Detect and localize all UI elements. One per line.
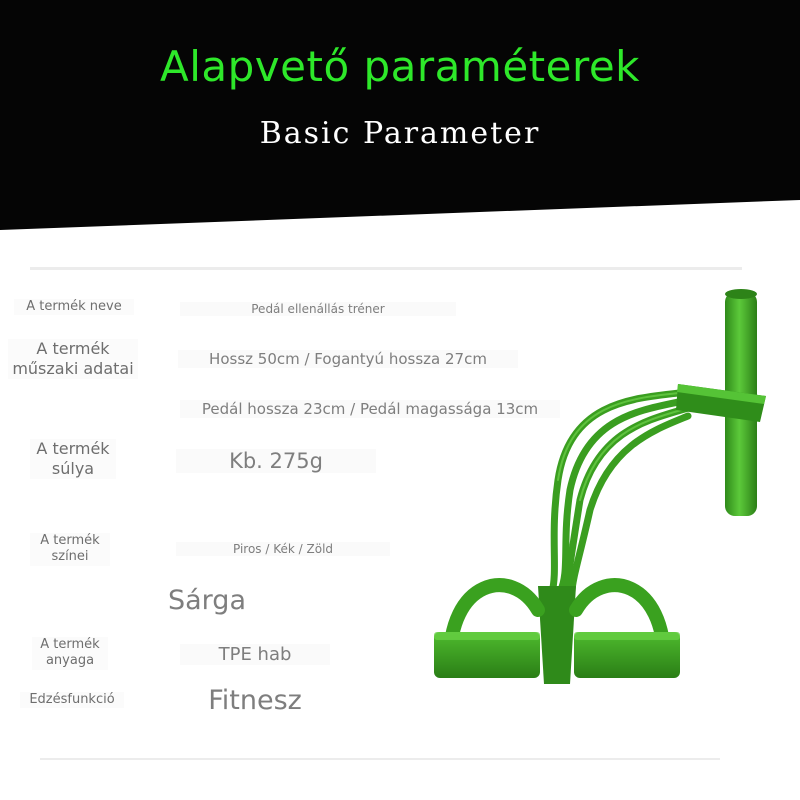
product-material-value: TPE hab bbox=[180, 644, 330, 665]
product-specs-value-1: Hossz 50cm / Fogantyú hossza 27cm bbox=[178, 350, 518, 368]
title-hungarian: Alapvető paraméterek bbox=[160, 42, 640, 91]
product-name-value: Pedál ellenállás tréner bbox=[180, 302, 456, 316]
product-weight-value: Kb. 275g bbox=[176, 449, 376, 473]
bottom-divider bbox=[40, 758, 720, 760]
product-colors-value-1: Piros / Kék / Zöld bbox=[176, 542, 390, 556]
header-banner bbox=[0, 0, 800, 230]
title-english: Basic Parameter bbox=[259, 116, 541, 151]
product-specs-label: A termék műszaki adatai bbox=[8, 339, 138, 379]
product-material-label: A termék anyaga bbox=[32, 637, 108, 670]
training-function-label: Edzésfunkció bbox=[20, 692, 124, 708]
top-divider bbox=[30, 267, 742, 270]
product-weight-label: A termék súlya bbox=[30, 439, 116, 479]
product-colors-value-2: Sárga bbox=[142, 585, 272, 616]
product-colors-label: A termék színei bbox=[30, 533, 110, 566]
pedal-resistance-trainer-icon bbox=[420, 280, 800, 700]
training-function-value: Fitnesz bbox=[170, 685, 340, 716]
product-specs-value-2: Pedál hossza 23cm / Pedál magassága 13cm bbox=[180, 400, 560, 418]
product-name-label: A termék neve bbox=[14, 299, 134, 315]
